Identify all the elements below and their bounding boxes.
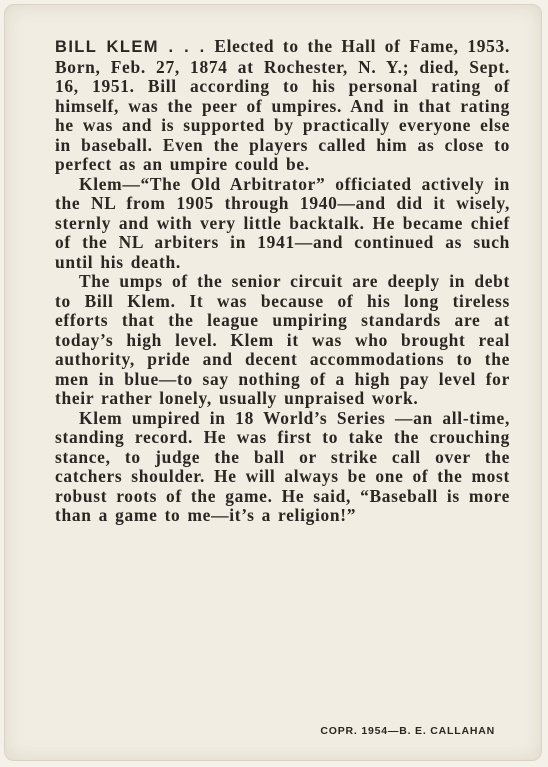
copyright-line: COPR. 1954—B. E. CALLAHAN — [320, 725, 495, 737]
paragraph-records: Klem umpired in 18 World’s Series —an all-time, standing record. He was first to take the crouching stance, to judge the ball or strike call over the catchers shoulder. He will always be one of the most robust roots of the game. He said, “Baseball is more than a game to me—it’s a religion!” — [55, 407, 510, 525]
player-name: BILL KLEM . . . — [55, 38, 206, 56]
card-back — [4, 4, 542, 761]
intro-paragraph — [55, 37, 510, 175]
paragraph-career: Klem—“The Old Arbitrator” officiated actively in the NL from 1905 through 1940—and did it wisely, sternly and with very little backtalk. He became chief of the NL arbiters in 1941—and continued as such until his death. — [55, 173, 510, 272]
card-text — [55, 37, 510, 526]
paragraph-legacy: The umps of the senior circuit are deeply in debt to Bill Klem. It was because of his long tireless efforts that the league umpiring standards are at today’s high level. Klem it was who brought real authority, pride and decent accommodations to the men in blue—to say nothing of a high pay level for their rather lonely, usually unpraised work. — [55, 271, 510, 408]
intro-text: Elected to the Hall of Fame, 1953. Born, Feb. 27, 1874 at Rochester, N. Y.; died, Sept. 16, 1951. Bill according to his personal rating of himself, was the peer of umpires. And in that rating he was and is supported by practically everyone else in baseball. Even the players called him as close to perfect as an umpire could be. — [55, 36, 510, 174]
